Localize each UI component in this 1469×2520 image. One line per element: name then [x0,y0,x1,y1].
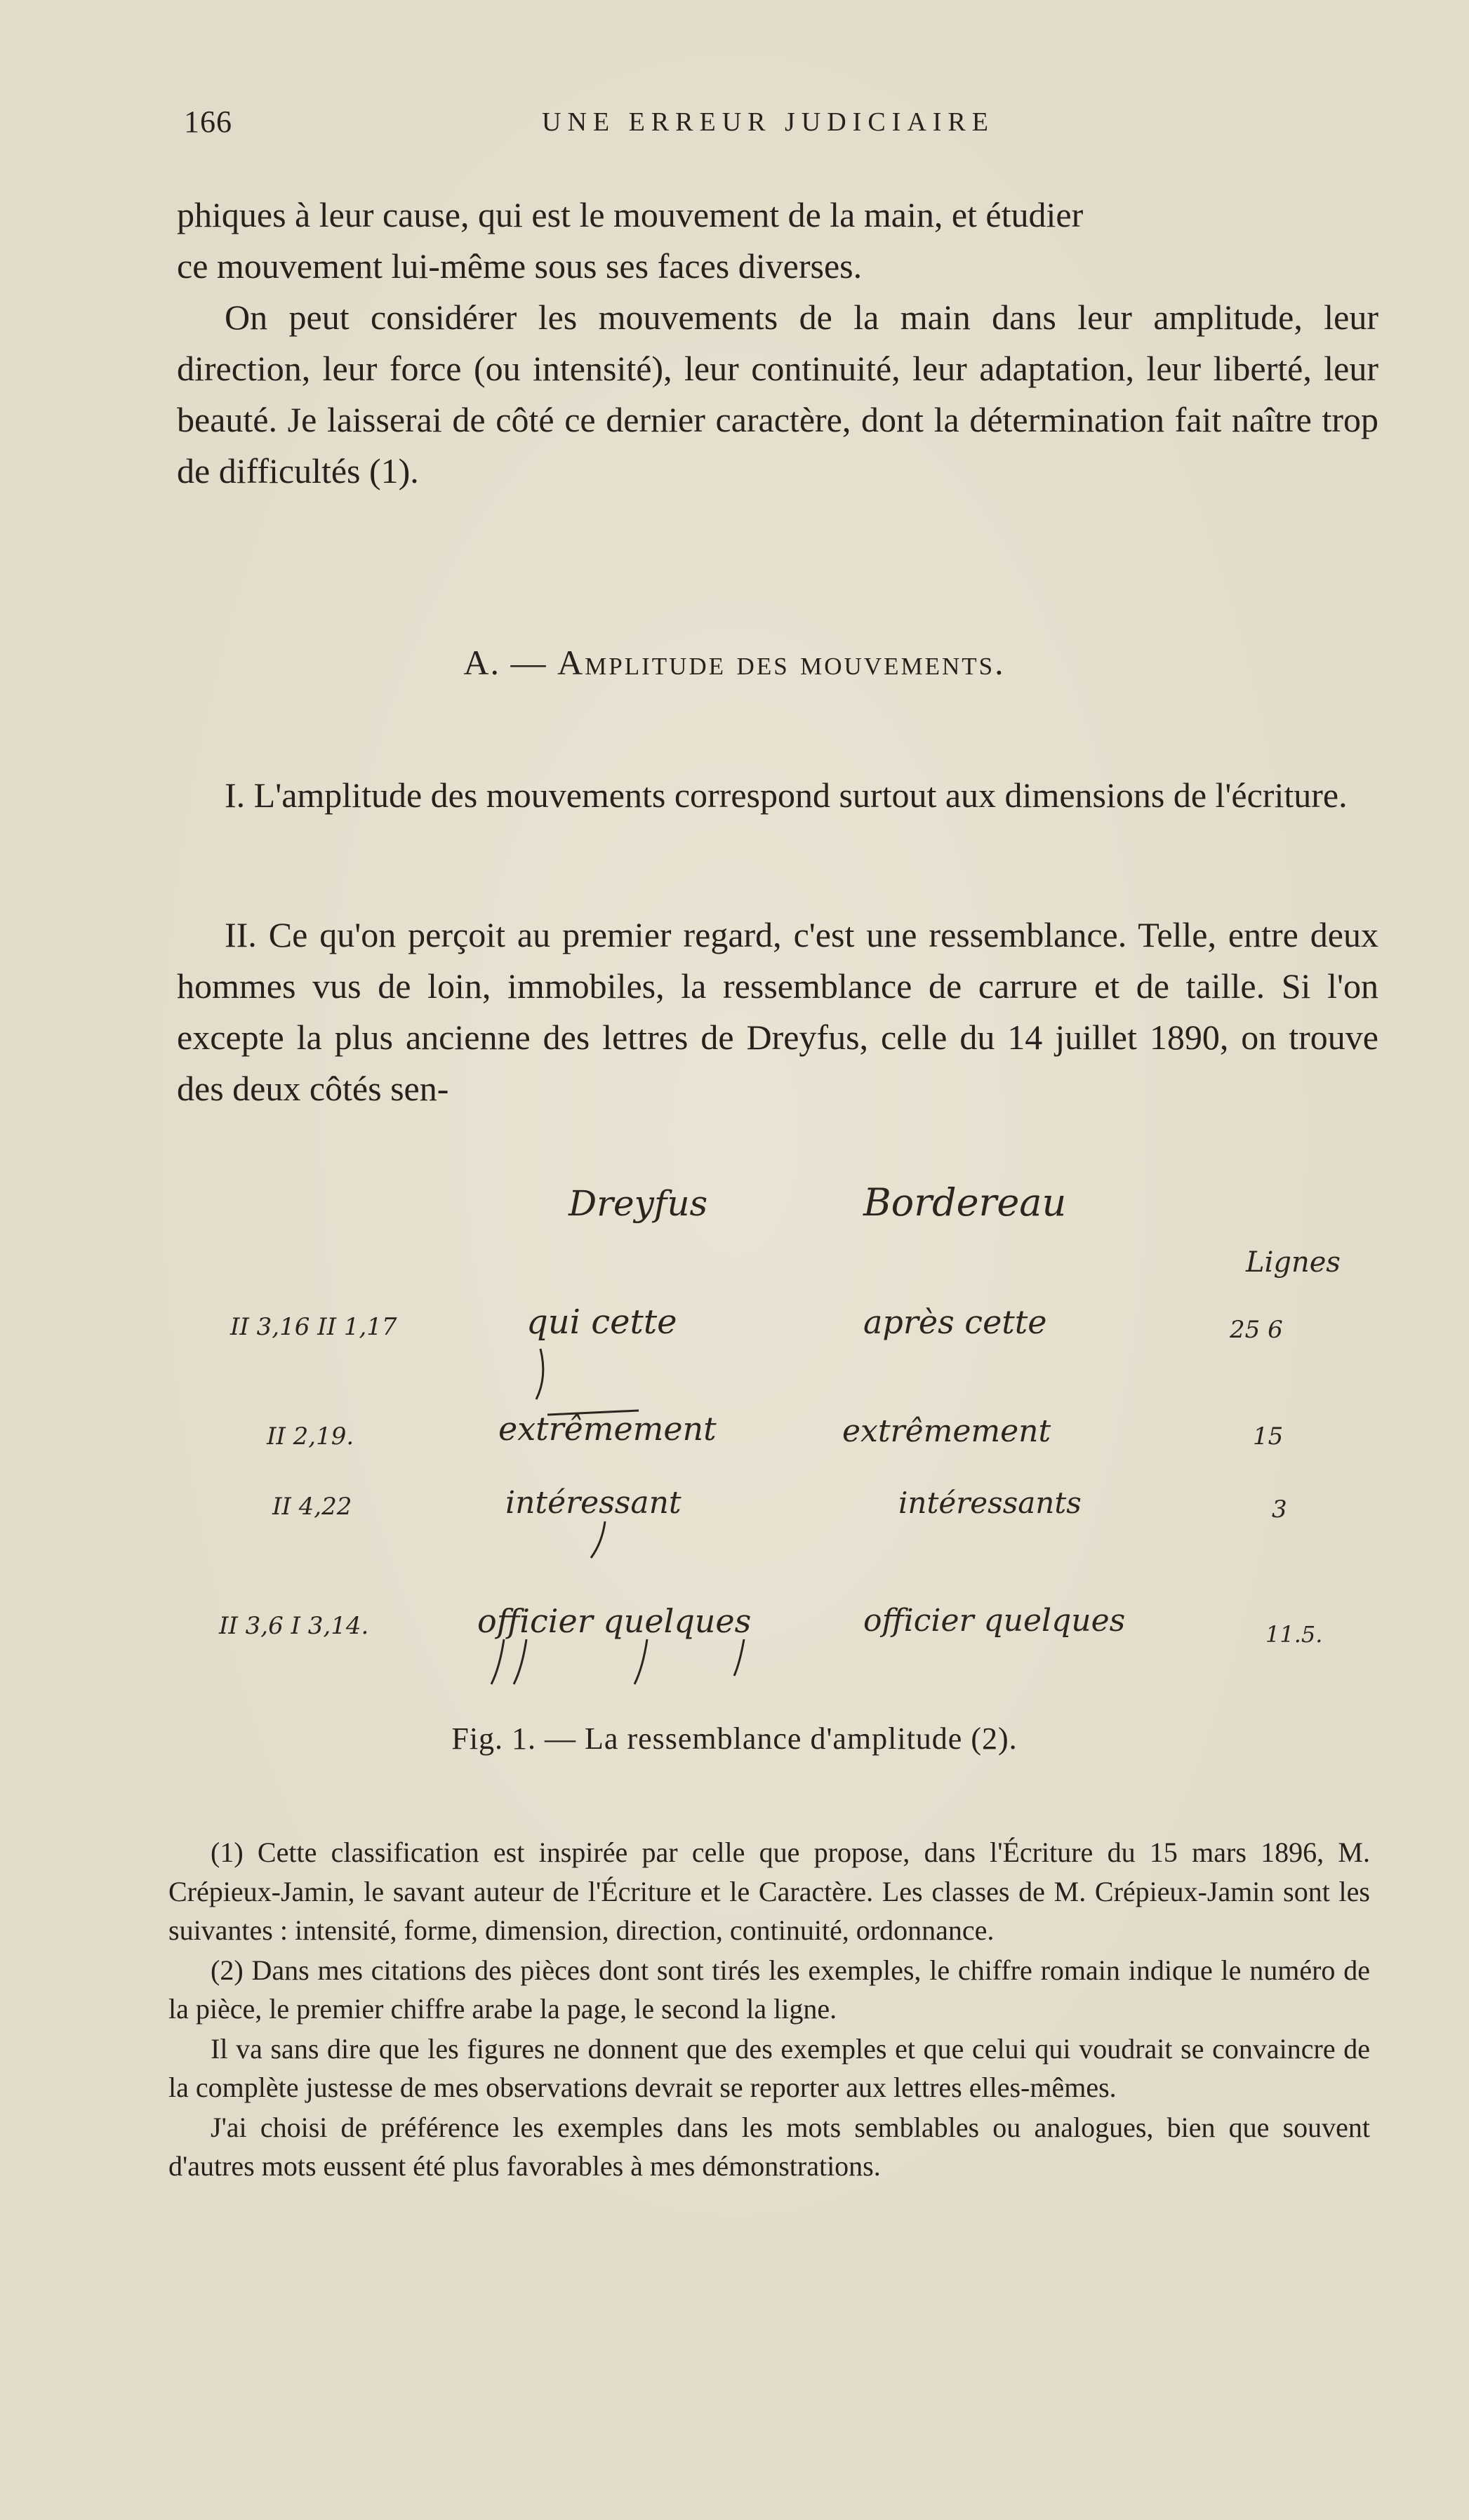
point-two: II. Ce qu'on perçoit au premier regard, c'est une ressemblance. Telle, entre deux hommes vus de loin, immobiles, la ressemblance de carrure et de taille. Si l'on excepte la plus ancienne des lettres de Dreyfus, celle du 14 juillet 1890, on trouve des deux côtés sen- [177,915,1378,1108]
row2-bordereau: extrêmement [842,1413,1051,1449]
row1-ref: II 3,16 II 1,17 [230,1313,397,1341]
row3-descender [591,1521,605,1558]
row1-descender [536,1349,543,1399]
page-number: 166 [184,105,232,139]
row3-dreyfus: intéressant [505,1485,682,1521]
row4-lignes: 11.5. [1265,1621,1323,1648]
row2-lignes: 15 [1253,1422,1284,1451]
row3-ref: II 4,22 [272,1493,352,1521]
intro-line-2: ce mouvement lui-même sous ses faces diverses. [177,246,863,286]
footnote-2-continued: Il va sans dire que les figures ne donnent que des exemples et que celui qui voudrait se convaincre de la complète justesse de mes observations devrait se reporter aux lettres elles-mêmes. [168,2032,1370,2103]
intro-line-1: phiques à leur cause, qui est le mouvement de la main, et étudier [177,195,1084,234]
handwriting-specimens [175,1165,1383,1712]
running-head [184,104,1377,146]
row2-ref: II 2,19. [267,1422,354,1451]
section-prefix: A. — [463,643,547,682]
figure-caption: Fig. 1. — La ressemblance d'amplitude (2). [451,1721,1018,1756]
footnote-2: (2) Dans mes citations des pièces dont sont tirés les exemples, le chiffre romain indique le numéro de la pièce, le premier chiffre arabe la page, le second la ligne. [168,1954,1370,2025]
paragraph-movements: On peut considérer les mouvements de la main dans leur amplitude, leur direction, leur force (ou intensité), leur continuité, leur adaptation, leur liberté, leur beauté. Je laisserai de côté ce dernier caractère, dont la détermination fait naître trop de difficultés (1). [177,298,1378,491]
row1-bordereau: après cette [863,1303,1047,1341]
section-heading [0,642,1469,683]
row4-ref: II 3,6 I 3,14. [219,1612,369,1640]
handwriting-figure [175,1165,1383,1712]
row3-lignes: 3 [1272,1495,1287,1524]
intro-paragraph [177,189,1378,292]
running-title: UNE ERREUR JUDICIAIRE [542,107,995,137]
footnote-1: (1) Cette classification est inspirée par celle que propose, dans l'Écriture du 15 mars 1896, M. Crépieux-Jamin, le savant auteur de l'Écriture et le Caractère. Les classes de M. Crépieux-Jamin sont les suivantes : intensité, forme, dimension, direction, continuité, ordonnance. [168,1836,1370,1946]
row4-bordereau: officier quelques [863,1603,1126,1639]
row1-dreyfus: qui cette [526,1302,677,1342]
footnote-2-final: J'ai choisi de préférence les exemples dans les mots semblables ou analogues, bien que souvent d'autres mots eussent été plus favorables à mes démonstrations. [168,2111,1370,2182]
row4-descenders [491,1639,744,1684]
header-bordereau: Bordereau [863,1180,1067,1225]
footnotes [168,1833,1370,2186]
header-lignes: Lignes [1246,1246,1341,1279]
section-title: Amplitude des mouvements. [557,643,1006,682]
row2-dreyfus: extrêmement [498,1410,717,1448]
row1-lignes: 25 6 [1230,1316,1283,1344]
header-dreyfus: Dreyfus [569,1183,708,1224]
point-one: I. L'amplitude des mouvements correspond surtout aux dimensions de l'écriture. [225,775,1348,815]
row3-bordereau: intéressants [898,1486,1082,1520]
row4-dreyfus: officier quelques [477,1602,752,1640]
